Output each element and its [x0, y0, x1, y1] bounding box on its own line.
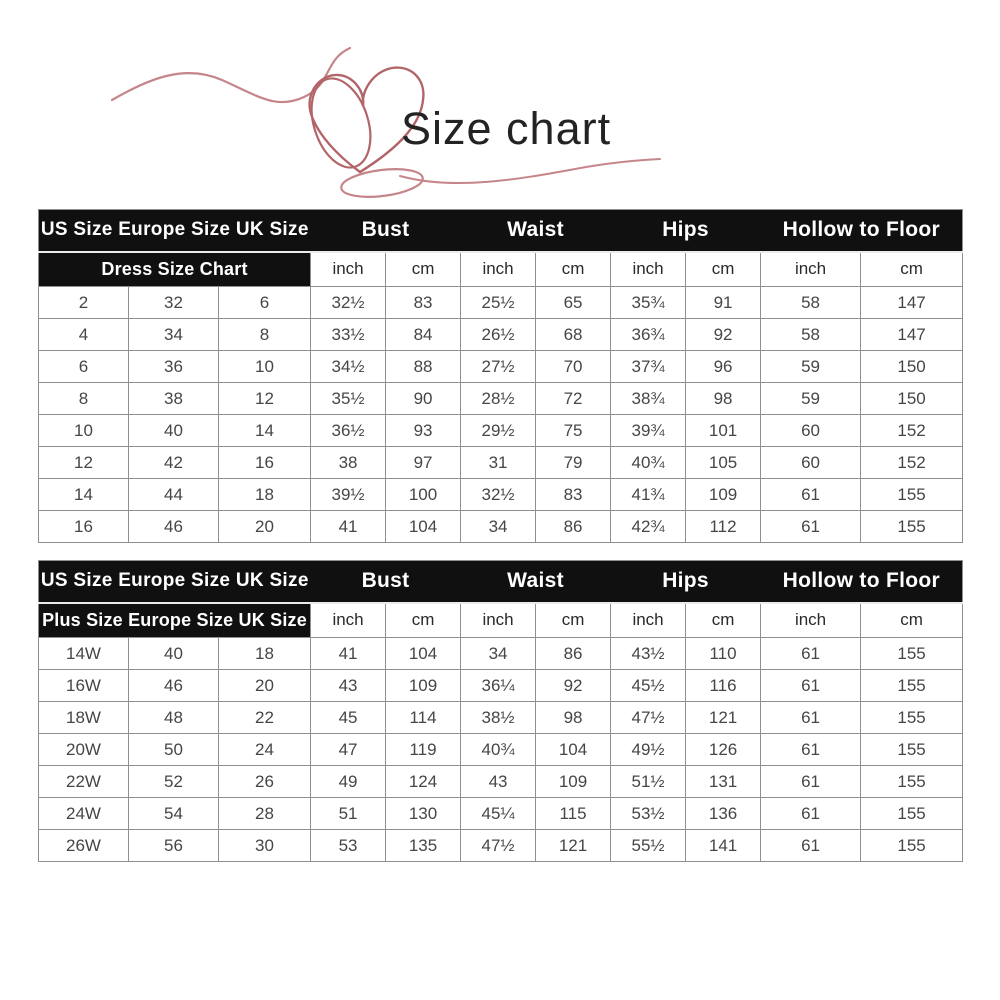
- table-row: [39, 287, 963, 319]
- table-row: [39, 830, 963, 862]
- size-value-cell: 61: [761, 479, 861, 511]
- size-value-cell: 68: [536, 319, 611, 351]
- table-subheader-row: [39, 252, 963, 287]
- size-value-cell: 59: [761, 351, 861, 383]
- size-value-cell: 61: [761, 511, 861, 543]
- size-value-cell: 16: [39, 511, 129, 543]
- size-value-cell: 86: [536, 511, 611, 543]
- size-value-cell: 16: [219, 447, 311, 479]
- table-row: [39, 511, 963, 543]
- dress-size-table-body: [39, 287, 963, 543]
- size-value-cell: 36¼: [461, 670, 536, 702]
- size-value-cell: 6: [39, 351, 129, 383]
- size-value-cell: 79: [536, 447, 611, 479]
- size-value-cell: 32½: [461, 479, 536, 511]
- size-value-cell: 155: [861, 798, 963, 830]
- size-value-cell: 93: [386, 415, 461, 447]
- size-value-cell: 61: [761, 798, 861, 830]
- size-value-cell: 31: [461, 447, 536, 479]
- size-value-cell: 47: [311, 734, 386, 766]
- size-value-cell: 18W: [39, 702, 129, 734]
- size-value-cell: 42: [129, 447, 219, 479]
- unit-header: cm: [686, 603, 761, 638]
- size-value-cell: 150: [861, 383, 963, 415]
- unit-header: inch: [311, 252, 386, 287]
- size-value-cell: 130: [386, 798, 461, 830]
- size-value-cell: 72: [536, 383, 611, 415]
- size-value-cell: 58: [761, 319, 861, 351]
- size-value-cell: 91: [686, 287, 761, 319]
- size-value-cell: 30: [219, 830, 311, 862]
- size-value-cell: 36¾: [611, 319, 686, 351]
- size-value-cell: 92: [686, 319, 761, 351]
- bust-header: Bust: [311, 561, 461, 603]
- unit-header: inch: [461, 252, 536, 287]
- table-row: [39, 447, 963, 479]
- size-value-cell: 54: [129, 798, 219, 830]
- size-value-cell: 53½: [611, 798, 686, 830]
- size-value-cell: 121: [536, 830, 611, 862]
- size-value-cell: 18: [219, 479, 311, 511]
- size-value-cell: 104: [536, 734, 611, 766]
- size-value-cell: 155: [861, 702, 963, 734]
- size-value-cell: 61: [761, 766, 861, 798]
- size-value-cell: 39¾: [611, 415, 686, 447]
- size-value-cell: 38: [129, 383, 219, 415]
- size-value-cell: 147: [861, 287, 963, 319]
- table-row: [39, 479, 963, 511]
- size-value-cell: 70: [536, 351, 611, 383]
- hollow-to-floor-header: Hollow to Floor: [761, 210, 963, 252]
- size-value-cell: 109: [686, 479, 761, 511]
- plus-size-table-body: [39, 638, 963, 862]
- size-value-cell: 52: [129, 766, 219, 798]
- size-value-cell: 112: [686, 511, 761, 543]
- size-value-cell: 36: [129, 351, 219, 383]
- size-value-cell: 34½: [311, 351, 386, 383]
- size-value-cell: 114: [386, 702, 461, 734]
- size-value-cell: 28: [219, 798, 311, 830]
- table-row: [39, 319, 963, 351]
- size-value-cell: 60: [761, 447, 861, 479]
- size-value-cell: 34: [129, 319, 219, 351]
- size-value-cell: 32½: [311, 287, 386, 319]
- size-value-cell: 10: [219, 351, 311, 383]
- unit-header: cm: [536, 252, 611, 287]
- size-value-cell: 141: [686, 830, 761, 862]
- size-value-cell: 36½: [311, 415, 386, 447]
- unit-header: inch: [311, 603, 386, 638]
- size-value-cell: 65: [536, 287, 611, 319]
- table-row: [39, 383, 963, 415]
- size-value-cell: 35½: [311, 383, 386, 415]
- size-value-cell: 98: [536, 702, 611, 734]
- size-value-cell: 24: [219, 734, 311, 766]
- size-value-cell: 98: [686, 383, 761, 415]
- size-value-cell: 50: [129, 734, 219, 766]
- size-value-cell: 12: [39, 447, 129, 479]
- size-value-cell: 101: [686, 415, 761, 447]
- size-value-cell: 110: [686, 638, 761, 670]
- size-value-cell: 155: [861, 511, 963, 543]
- dress-size-table: [38, 209, 963, 543]
- size-value-cell: 46: [129, 511, 219, 543]
- size-value-cell: 29½: [461, 415, 536, 447]
- size-value-cell: 35¾: [611, 287, 686, 319]
- table-row: [39, 734, 963, 766]
- size-value-cell: 135: [386, 830, 461, 862]
- size-value-cell: 42¾: [611, 511, 686, 543]
- size-value-cell: 22: [219, 702, 311, 734]
- size-systems-header: US Size Europe Size UK Size: [39, 210, 311, 252]
- size-value-cell: 83: [386, 287, 461, 319]
- size-value-cell: 25½: [461, 287, 536, 319]
- waist-header: Waist: [461, 561, 611, 603]
- unit-header: inch: [761, 252, 861, 287]
- size-value-cell: 14: [219, 415, 311, 447]
- size-value-cell: 53: [311, 830, 386, 862]
- dress-size-chart-label: Dress Size Chart: [39, 252, 311, 287]
- unit-header: cm: [536, 603, 611, 638]
- size-value-cell: 40: [129, 638, 219, 670]
- size-value-cell: 97: [386, 447, 461, 479]
- size-value-cell: 155: [861, 670, 963, 702]
- size-value-cell: 2: [39, 287, 129, 319]
- size-value-cell: 58: [761, 287, 861, 319]
- size-value-cell: 33½: [311, 319, 386, 351]
- size-value-cell: 155: [861, 734, 963, 766]
- size-value-cell: 61: [761, 734, 861, 766]
- size-value-cell: 47½: [461, 830, 536, 862]
- size-value-cell: 34: [461, 638, 536, 670]
- size-value-cell: 47½: [611, 702, 686, 734]
- size-value-cell: 18: [219, 638, 311, 670]
- size-value-cell: 88: [386, 351, 461, 383]
- unit-header: inch: [461, 603, 536, 638]
- size-value-cell: 41¾: [611, 479, 686, 511]
- size-value-cell: 16W: [39, 670, 129, 702]
- size-value-cell: 61: [761, 830, 861, 862]
- unit-header: cm: [686, 252, 761, 287]
- size-value-cell: 59: [761, 383, 861, 415]
- table-row: [39, 638, 963, 670]
- size-value-cell: 56: [129, 830, 219, 862]
- table-row: [39, 702, 963, 734]
- size-value-cell: 8: [219, 319, 311, 351]
- size-value-cell: 104: [386, 638, 461, 670]
- size-value-cell: 28½: [461, 383, 536, 415]
- size-value-cell: 45½: [611, 670, 686, 702]
- size-value-cell: 51: [311, 798, 386, 830]
- size-value-cell: 155: [861, 638, 963, 670]
- hips-header: Hips: [611, 210, 761, 252]
- size-value-cell: 155: [861, 479, 963, 511]
- size-value-cell: 43: [461, 766, 536, 798]
- plus-size-chart-label: Plus Size Europe Size UK Size: [39, 603, 311, 638]
- unit-header: cm: [386, 252, 461, 287]
- size-value-cell: 152: [861, 447, 963, 479]
- size-value-cell: 4: [39, 319, 129, 351]
- size-value-cell: 49½: [611, 734, 686, 766]
- size-value-cell: 24W: [39, 798, 129, 830]
- size-value-cell: 20: [219, 511, 311, 543]
- size-value-cell: 41: [311, 511, 386, 543]
- size-value-cell: 26: [219, 766, 311, 798]
- size-value-cell: 12: [219, 383, 311, 415]
- size-value-cell: 92: [536, 670, 611, 702]
- unit-header: cm: [386, 603, 461, 638]
- size-value-cell: 126: [686, 734, 761, 766]
- unit-header: inch: [761, 603, 861, 638]
- size-value-cell: 119: [386, 734, 461, 766]
- size-value-cell: 10: [39, 415, 129, 447]
- unit-header: inch: [611, 252, 686, 287]
- size-value-cell: 38: [311, 447, 386, 479]
- size-value-cell: 45: [311, 702, 386, 734]
- plus-size-table: [38, 560, 963, 862]
- size-value-cell: 40¾: [461, 734, 536, 766]
- size-value-cell: 152: [861, 415, 963, 447]
- size-value-cell: 38½: [461, 702, 536, 734]
- size-value-cell: 55½: [611, 830, 686, 862]
- size-chart-header: [0, 0, 1000, 209]
- size-value-cell: 109: [386, 670, 461, 702]
- size-systems-header: US Size Europe Size UK Size: [39, 561, 311, 603]
- unit-header: inch: [611, 603, 686, 638]
- size-value-cell: 37¾: [611, 351, 686, 383]
- size-value-cell: 44: [129, 479, 219, 511]
- size-value-cell: 84: [386, 319, 461, 351]
- size-value-cell: 39½: [311, 479, 386, 511]
- table-row: [39, 766, 963, 798]
- size-value-cell: 150: [861, 351, 963, 383]
- table-header-row: [39, 210, 963, 252]
- size-value-cell: 22W: [39, 766, 129, 798]
- bust-header: Bust: [311, 210, 461, 252]
- size-value-cell: 40: [129, 415, 219, 447]
- size-value-cell: 51½: [611, 766, 686, 798]
- waist-header: Waist: [461, 210, 611, 252]
- size-value-cell: 8: [39, 383, 129, 415]
- size-value-cell: 61: [761, 702, 861, 734]
- size-value-cell: 104: [386, 511, 461, 543]
- table-row: [39, 798, 963, 830]
- size-value-cell: 100: [386, 479, 461, 511]
- size-value-cell: 14W: [39, 638, 129, 670]
- size-value-cell: 61: [761, 638, 861, 670]
- size-value-cell: 38¾: [611, 383, 686, 415]
- size-value-cell: 105: [686, 447, 761, 479]
- size-value-cell: 46: [129, 670, 219, 702]
- size-value-cell: 136: [686, 798, 761, 830]
- size-value-cell: 26W: [39, 830, 129, 862]
- size-value-cell: 75: [536, 415, 611, 447]
- size-value-cell: 45¼: [461, 798, 536, 830]
- size-value-cell: 116: [686, 670, 761, 702]
- unit-header: cm: [861, 252, 963, 287]
- size-value-cell: 121: [686, 702, 761, 734]
- size-value-cell: 40¾: [611, 447, 686, 479]
- size-value-cell: 155: [861, 830, 963, 862]
- hollow-to-floor-header: Hollow to Floor: [761, 561, 963, 603]
- size-value-cell: 86: [536, 638, 611, 670]
- size-value-cell: 49: [311, 766, 386, 798]
- table-header-row: [39, 561, 963, 603]
- size-value-cell: 90: [386, 383, 461, 415]
- size-value-cell: 43½: [611, 638, 686, 670]
- size-value-cell: 41: [311, 638, 386, 670]
- size-value-cell: 43: [311, 670, 386, 702]
- size-value-cell: 83: [536, 479, 611, 511]
- hips-header: Hips: [611, 561, 761, 603]
- size-value-cell: 147: [861, 319, 963, 351]
- page-title: Size chart: [401, 103, 612, 154]
- size-value-cell: 61: [761, 670, 861, 702]
- table-row: [39, 415, 963, 447]
- size-value-cell: 131: [686, 766, 761, 798]
- size-value-cell: 27½: [461, 351, 536, 383]
- size-value-cell: 48: [129, 702, 219, 734]
- size-value-cell: 20W: [39, 734, 129, 766]
- size-value-cell: 14: [39, 479, 129, 511]
- size-value-cell: 32: [129, 287, 219, 319]
- size-value-cell: 155: [861, 766, 963, 798]
- size-value-cell: 6: [219, 287, 311, 319]
- size-value-cell: 34: [461, 511, 536, 543]
- size-value-cell: 26½: [461, 319, 536, 351]
- table-row: [39, 351, 963, 383]
- size-value-cell: 20: [219, 670, 311, 702]
- table-subheader-row: [39, 603, 963, 638]
- unit-header: cm: [861, 603, 963, 638]
- size-value-cell: 115: [536, 798, 611, 830]
- size-value-cell: 124: [386, 766, 461, 798]
- table-row: [39, 670, 963, 702]
- size-value-cell: 109: [536, 766, 611, 798]
- size-value-cell: 96: [686, 351, 761, 383]
- size-value-cell: 60: [761, 415, 861, 447]
